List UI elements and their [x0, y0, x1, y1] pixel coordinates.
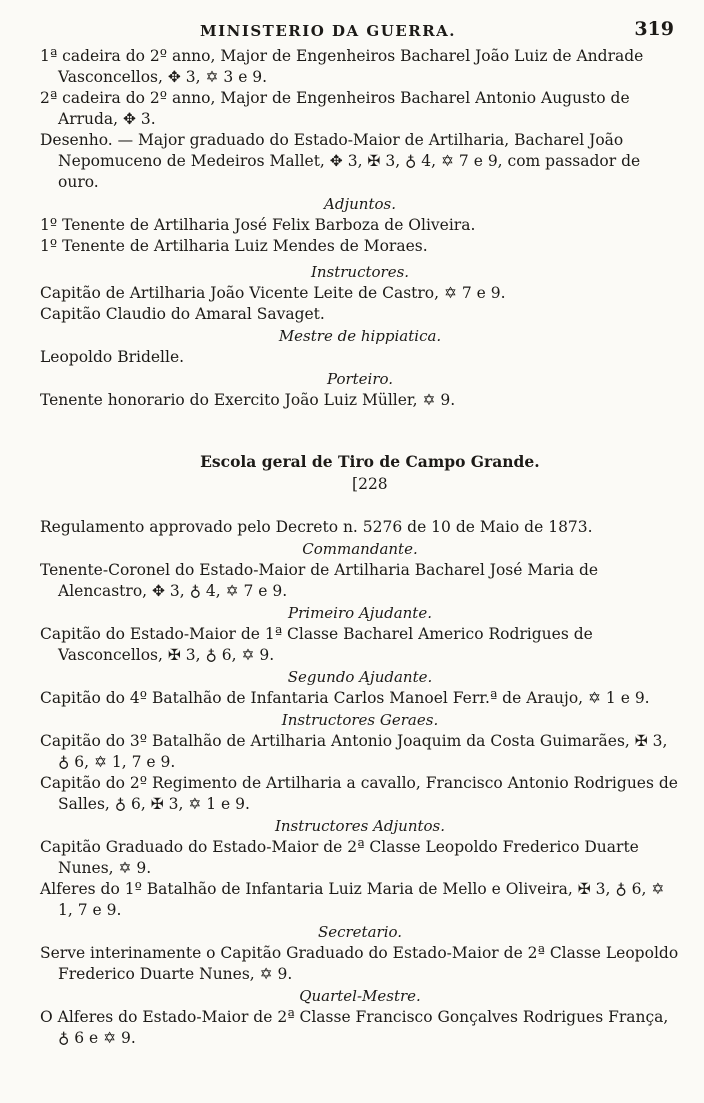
entry: Capitão Graduado do Estado-Maior de 2ª Classe Leopoldo Frederico Duarte Nunes, ✡ 9.: [40, 838, 644, 877]
entry: Tenente-Coronel do Estado-Maior de Artilharia Bacharel José Maria de Alencastro, ✥ 3, ♁ 4, ✡ 7 e 9.: [40, 561, 604, 600]
entry: Capitão do 4º Batalhão de Infantaria Carlos Manoel Ferr.ª de Araujo, ✡ 1 e 9.: [40, 689, 650, 707]
entry: Capitão do 2º Regimento de Artilharia a cavallo, Francisco Antonio Rodrigues de Salles, ♁ 6, ✠ 3, ✡ 1 e 9.: [40, 774, 683, 813]
entry: 1º Tenente de Artilharia Luiz Mendes de Moraes.: [40, 237, 428, 255]
section-title-mestre: Mestre de hippiatica.: [278, 327, 442, 345]
section-title-instructores: Instructores.: [310, 263, 410, 281]
entry: 2ª cadeira do 2º anno, Major de Engenheiros Bacharel Antonio Augusto de Arruda, ✥ 3.: [40, 89, 635, 128]
school-heading: [40, 429, 680, 517]
page-number: 319: [634, 18, 674, 40]
section-title-commandante: Commandante.: [302, 540, 418, 558]
school-title: Escola geral de Tiro de Campo Grande.: [200, 452, 540, 471]
regulamento: Regulamento approvado pelo Decreto n. 5276 de 10 de Maio de 1873.: [40, 518, 593, 536]
section-title-adjuntos: Adjuntos.: [324, 195, 396, 213]
school-sections: [40, 538, 684, 1049]
section-title-porteiro: Porteiro.: [326, 370, 394, 388]
entry: Capitão Claudio do Amaral Savaget.: [40, 305, 325, 323]
ministry-title: MINISTERIO DA GUERRA.: [200, 22, 457, 40]
school-ref: [228: [352, 475, 388, 493]
block-faculty: [40, 46, 680, 411]
page-header: [40, 12, 680, 46]
section-title-primeiro-ajudante: Primeiro Ajudante.: [288, 604, 432, 622]
section-title-secretario: Secretario.: [317, 923, 403, 941]
entry: Capitão de Artilharia João Vicente Leite de Castro, ✡ 7 e 9.: [40, 284, 506, 302]
entry: Capitão do 3º Batalhão de Artilharia Antonio Joaquim da Costa Guimarães, ✠ 3, ♁ 6, ✡ 1, 7 e 9.: [40, 732, 673, 771]
entry: Desenho. — Major graduado do Estado-Maior de Artilharia, Bacharel João Nepomuceno de Medeiros Mallet, ✥ 3, ✠ 3, ♁ 4, ✡ 7 e 9, com passador de ouro.: [40, 131, 646, 191]
entry: 1ª cadeira do 2º anno, Major de Engenheiros Bacharel João Luiz de Andrade Vasconcellos, ✥ 3, ✡ 3 e 9.: [40, 47, 649, 86]
entry: 1º Tenente de Artilharia José Felix Barboza de Oliveira.: [40, 216, 476, 234]
entry: Leopoldo Bridelle.: [40, 348, 185, 366]
section-title-segundo-ajudante: Segundo Ajudante.: [287, 668, 433, 686]
entry: Capitão do Estado-Maior de 1ª Classe Bacharel Americo Rodrigues de Vasconcellos, ✠ 3, ♁ 6, ✡ 9.: [40, 625, 598, 664]
entry: Alferes do 1º Batalhão de Infantaria Luiz Maria de Mello e Oliveira, ✠ 3, ♁ 6, ✡ 1, 7 e 9.: [40, 880, 670, 919]
entry: Serve interinamente o Capitão Graduado do Estado-Maior de 2ª Classe Leopoldo Frederico Duarte Nunes, ✡ 9.: [40, 944, 684, 983]
entry: Tenente honorario do Exercito João Luiz Müller, ✡ 9.: [40, 391, 456, 409]
section-title-instructores-adjuntos: Instructores Adjuntos.: [274, 817, 446, 835]
section-title-quartel-mestre: Quartel-Mestre.: [299, 987, 421, 1005]
entry: O Alferes do Estado-Maior de 2ª Classe Francisco Gonçalves Rodrigues França, ♁ 6 e ✡ 9.: [40, 1008, 674, 1047]
section-title-instructores-geraes: Instructores Geraes.: [281, 711, 439, 729]
